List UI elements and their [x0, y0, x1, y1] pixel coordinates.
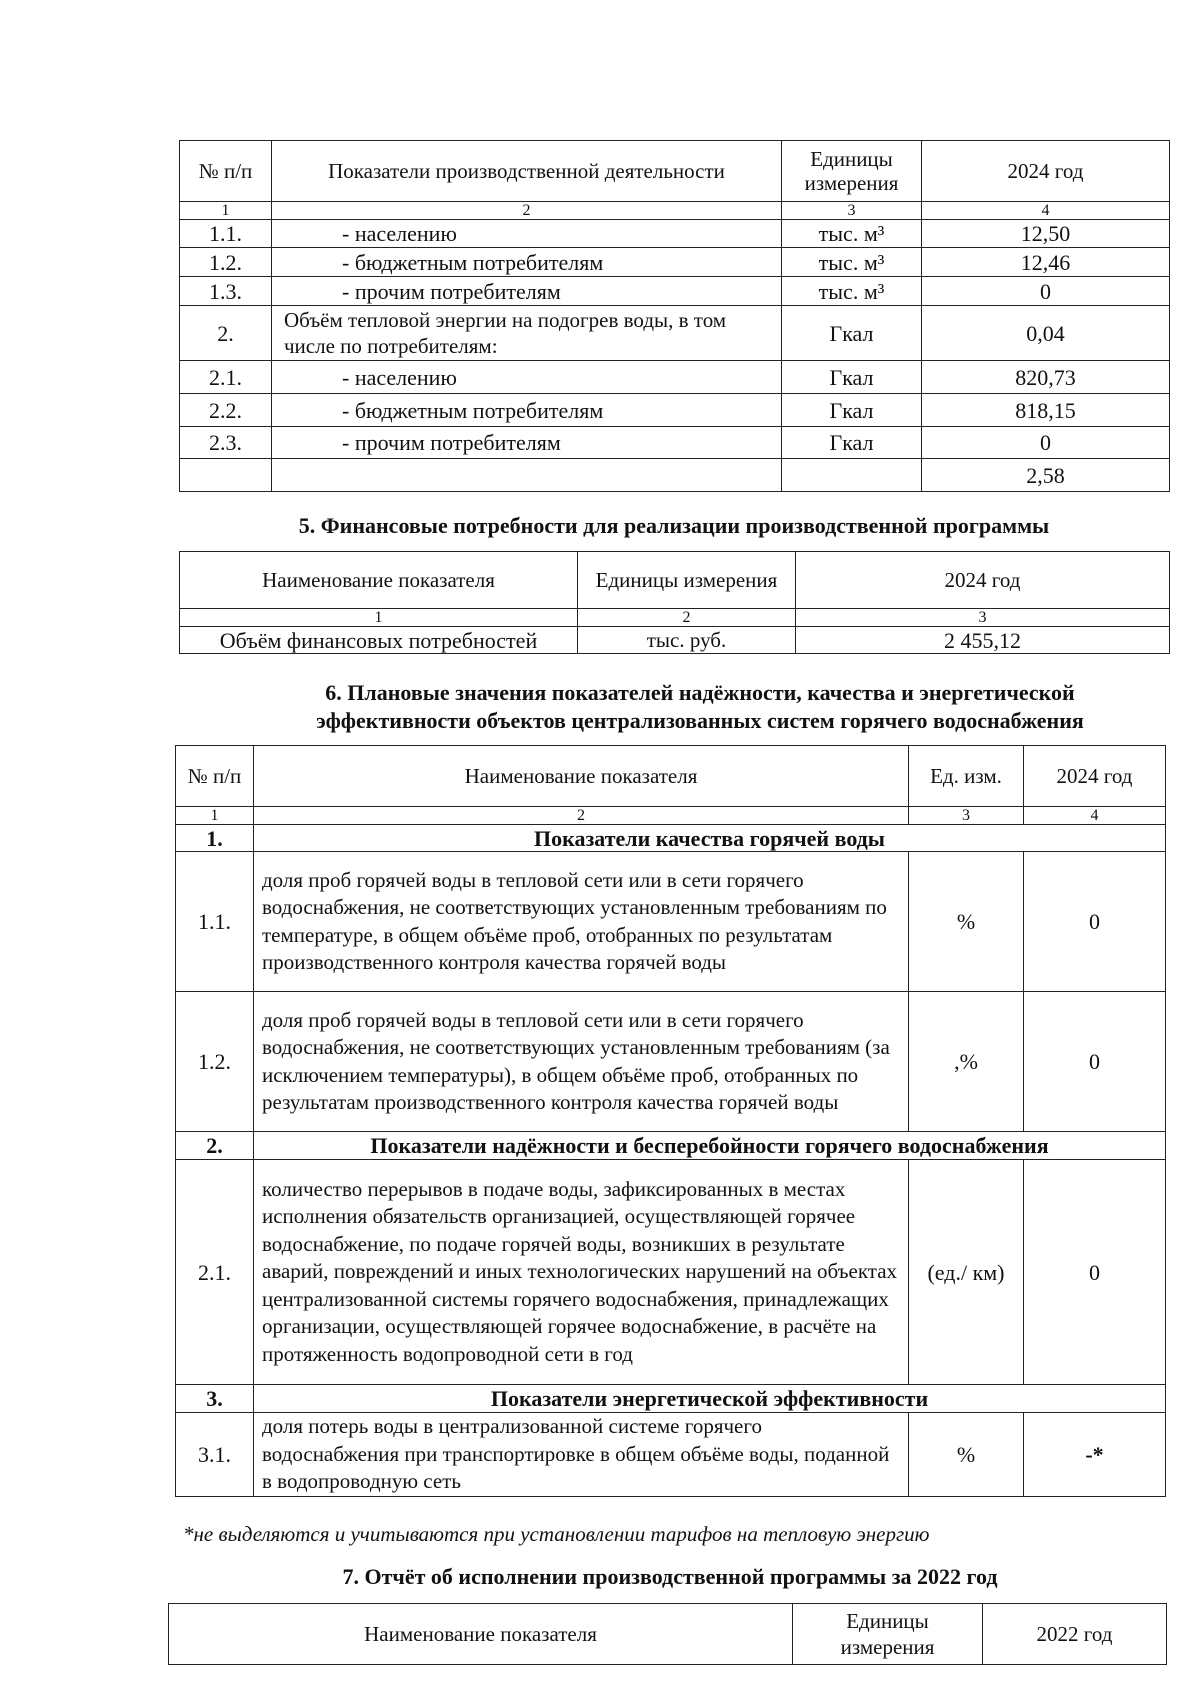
row-value: 0	[922, 427, 1170, 459]
row-num: 1.1.	[176, 852, 254, 992]
group-header-row	[176, 1132, 1166, 1160]
index-cell: 1	[176, 807, 254, 825]
section5-title: 5. Финансовые потребности для реализации производственной программы	[298, 513, 1050, 538]
header-name: Наименование показателя	[169, 1604, 793, 1665]
row-name: - прочим потребителям	[272, 277, 782, 306]
row-value: 0,04	[922, 306, 1170, 361]
row-num: 1.2.	[176, 992, 254, 1132]
row-num	[180, 459, 272, 492]
index-cell: 2	[578, 609, 796, 627]
index-cell: 1	[180, 202, 272, 220]
reliability-indicators-table	[175, 745, 1166, 1497]
row-name: - бюджетным потребителям	[272, 248, 782, 277]
row-unit: ,%	[909, 992, 1024, 1132]
table-row	[180, 627, 1170, 654]
header-unit: Единицы измерения	[578, 552, 796, 609]
row-name: Объём тепловой энергии на подогрев воды, в том числе по потребителям:	[272, 306, 782, 361]
table-row	[180, 427, 1170, 459]
table-row	[180, 248, 1170, 277]
group-num: 1.	[176, 825, 254, 852]
group-title: Показатели энергетической эффективности	[254, 1385, 1166, 1413]
row-value: 12,50	[922, 220, 1170, 248]
column-index-row	[176, 807, 1166, 825]
row-name: - населению	[272, 361, 782, 394]
header-unit: Единицы измерения	[782, 141, 922, 202]
table-row	[176, 1160, 1166, 1385]
group-title: Показатели надёжности и бесперебойности горячего водоснабжения	[254, 1132, 1166, 1160]
row-name: - населению	[272, 220, 782, 248]
row-num: 1.2.	[180, 248, 272, 277]
table-row	[176, 1413, 1166, 1497]
group-title: Показатели качества горячей воды	[254, 825, 1166, 852]
column-index-row	[180, 202, 1170, 220]
row-value: 0	[922, 277, 1170, 306]
index-cell: 3	[796, 609, 1170, 627]
index-cell: 1	[180, 609, 578, 627]
row-value: 820,73	[922, 361, 1170, 394]
row-unit: %	[909, 852, 1024, 992]
group-header-row	[176, 1385, 1166, 1413]
section7-title: 7. Отчёт об исполнении производственной программы за 2022 год	[342, 1564, 998, 1589]
row-value: 0	[1024, 1160, 1166, 1385]
column-index-row	[180, 609, 1170, 627]
header-year: 2024 год	[1024, 746, 1166, 807]
row-num: 1.3.	[180, 277, 272, 306]
row-name: доля проб горячей воды в тепловой сети или в сети горячего водоснабжения, не соответствующих установленным требованиям по температуре, в общем объёме проб, отобранных по результатам производственного контроля качества горячей воды	[254, 852, 909, 992]
index-cell: 4	[1024, 807, 1166, 825]
row-unit: (ед./ км)	[909, 1160, 1024, 1385]
row-value: -*	[1024, 1413, 1166, 1497]
financial-needs-table	[179, 551, 1170, 654]
group-num: 3.	[176, 1385, 254, 1413]
row-num: 2.3.	[180, 427, 272, 459]
row-name: - бюджетным потребителям	[272, 394, 782, 427]
index-cell: 4	[922, 202, 1170, 220]
row-value: 0	[1024, 852, 1166, 992]
row-unit: %	[909, 1413, 1024, 1497]
row-unit: тыс. м³	[782, 220, 922, 248]
row-value: 2,58	[922, 459, 1170, 492]
header-year: 2022 год	[983, 1604, 1167, 1665]
header-num: № п/п	[176, 746, 254, 807]
table-row	[180, 220, 1170, 248]
row-num: 2.2.	[180, 394, 272, 427]
group-num: 2.	[176, 1132, 254, 1160]
index-cell: 2	[272, 202, 782, 220]
table-row	[180, 361, 1170, 394]
program-report-table	[168, 1603, 1167, 1665]
row-unit: тыс. м³	[782, 277, 922, 306]
header-unit: Единицы измерения	[793, 1604, 983, 1665]
row-unit: тыс. руб.	[578, 627, 796, 654]
section6-title-line2: эффективности объектов централизованных систем горячего водоснабжения	[316, 708, 1084, 733]
header-year: 2024 год	[796, 552, 1170, 609]
row-num: 2.1.	[180, 361, 272, 394]
row-unit: Гкал	[782, 361, 922, 394]
header-unit: Ед. изм.	[909, 746, 1024, 807]
table-header-row	[180, 141, 1170, 202]
table-row	[180, 277, 1170, 306]
row-value: 2 455,12	[796, 627, 1170, 654]
row-name: - прочим потребителям	[272, 427, 782, 459]
row-num: 1.1.	[180, 220, 272, 248]
row-name: количество перерывов в подаче воды, зафиксированных в местах исполнения обязательств организацией, осуществляющей горячее водоснабжение, по подаче горячей воды, возникших в результате аварий, повреждений и иных технологических нарушений на объектах централизованной системы горячего водоснабжения, принадлежащих организации, осуществляющей горячее водоснабжение, в расчёте на протяженность водопроводной сети в год	[254, 1160, 909, 1385]
row-value: 0	[1024, 992, 1166, 1132]
index-cell: 3	[909, 807, 1024, 825]
index-cell: 3	[782, 202, 922, 220]
table-row	[180, 394, 1170, 427]
row-value: 12,46	[922, 248, 1170, 277]
row-num: 2.	[180, 306, 272, 361]
row-name: доля проб горячей воды в тепловой сети или в сети горячего водоснабжения, не соответствующих установленным требованиям (за исключением температуры), в общем объёме проб, отобранных по результатам производственного контроля качества горячей воды	[254, 992, 909, 1132]
table-row	[180, 306, 1170, 361]
table-header-row	[176, 746, 1166, 807]
table-row	[180, 459, 1170, 492]
production-indicators-table	[179, 140, 1170, 492]
row-num: 3.1.	[176, 1413, 254, 1497]
header-num: № п/п	[180, 141, 272, 202]
table-row	[176, 992, 1166, 1132]
row-name: доля потерь воды в централизованной системе горячего водоснабжения при транспортировке в общем объёме воды, поданной в водопроводную сеть	[254, 1413, 909, 1497]
row-name	[272, 459, 782, 492]
header-name: Наименование показателя	[180, 552, 578, 609]
footnote: *не выделяются и учитываются при установлении тарифов на тепловую энергию	[183, 1522, 930, 1546]
table-row	[176, 852, 1166, 992]
row-name: Объём финансовых потребностей	[180, 627, 578, 654]
header-name: Наименование показателя	[254, 746, 909, 807]
header-name: Показатели производственной деятельности	[272, 141, 782, 202]
table-header-row	[180, 552, 1170, 609]
table-header-row	[169, 1604, 1167, 1665]
row-num: 2.1.	[176, 1160, 254, 1385]
row-unit: Гкал	[782, 427, 922, 459]
header-year: 2024 год	[922, 141, 1170, 202]
section6-title-line1: 6. Плановые значения показателей надёжности, качества и энергетической	[325, 680, 1075, 705]
row-unit	[782, 459, 922, 492]
row-unit: Гкал	[782, 306, 922, 361]
group-header-row	[176, 825, 1166, 852]
row-unit: Гкал	[782, 394, 922, 427]
row-value: 818,15	[922, 394, 1170, 427]
row-unit: тыс. м³	[782, 248, 922, 277]
index-cell: 2	[254, 807, 909, 825]
